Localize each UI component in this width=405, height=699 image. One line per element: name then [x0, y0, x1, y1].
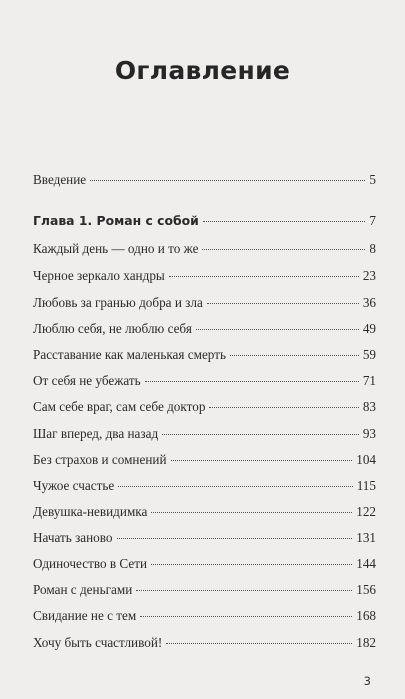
toc-intro: [33, 170, 376, 190]
toc-leader-dots: [230, 355, 359, 356]
toc-label: Каждый день — одно и то же: [33, 241, 199, 256]
toc-page-number: 23: [362, 268, 376, 283]
toc-label: Роман с деньгами: [33, 582, 133, 597]
toc-entry: [33, 397, 376, 417]
toc-entry: [33, 476, 376, 496]
toc-entry: [33, 293, 376, 313]
toc-page-number: 36: [362, 295, 376, 310]
page-title: Оглавление: [114, 56, 291, 85]
toc-label: Девушка-невидимка: [33, 504, 148, 519]
toc-page-number: 93: [362, 426, 376, 441]
toc-page-number: 115: [356, 478, 376, 493]
toc-label: Черное зеркало хандры: [33, 268, 165, 283]
toc-leader-dots: [118, 486, 352, 487]
toc-label: Начать заново: [33, 530, 113, 545]
toc-page-number: 182: [356, 635, 376, 650]
toc-label: Без страхов и сомнений: [33, 452, 167, 467]
toc-page-number: 7: [369, 213, 376, 228]
toc-label: Чужое счастье: [33, 478, 115, 493]
toc-leader-dots: [151, 512, 352, 513]
toc-page-number: 168: [356, 608, 376, 623]
toc-entry: [33, 266, 376, 286]
toc-page-number: 156: [356, 582, 376, 597]
toc-entry: [33, 319, 376, 339]
toc-leader-dots: [166, 643, 352, 644]
toc-page-number: 49: [362, 321, 376, 336]
toc-label: Свидание не с тем: [33, 608, 137, 623]
toc-entry: [33, 528, 376, 548]
toc-entry: [33, 450, 376, 470]
folio-page-number: 3: [363, 674, 371, 688]
toc-leader-dots: [203, 221, 366, 222]
toc-label: Хочу быть счастливой!: [33, 635, 163, 650]
toc-chapter-1: [33, 211, 376, 231]
toc-leader-dots: [209, 407, 358, 408]
toc-page-number: 8: [369, 241, 376, 256]
toc-leader-dots: [145, 381, 359, 382]
toc-leader-dots: [151, 564, 352, 565]
toc-page-number: 59: [362, 347, 376, 362]
toc-leader-dots: [202, 249, 365, 250]
toc-page-number: 122: [356, 504, 376, 519]
toc-leader-dots: [136, 590, 352, 591]
toc-page-number: 71: [362, 373, 376, 388]
toc-label: От себя не убежать: [33, 373, 141, 388]
toc-label: Одиночество в Сети: [33, 556, 148, 571]
toc-label: Глава 1. Роман с собой: [33, 213, 199, 228]
toc-entry: [33, 633, 376, 653]
toc-label: Шаг вперед, два назад: [33, 426, 159, 441]
toc-leader-dots: [117, 538, 353, 539]
toc-entry: [33, 502, 376, 522]
toc-leader-dots: [90, 180, 365, 181]
toc-leader-dots: [207, 303, 359, 304]
toc-page-number: 131: [356, 530, 376, 545]
toc-label: Сам себе враг, сам себе доктор: [33, 399, 206, 414]
toc-label: Люблю себя, не люблю себя: [33, 321, 192, 336]
toc-page-number: 83: [362, 399, 376, 414]
toc-label: Любовь за гранью добра и зла: [33, 295, 203, 310]
toc-page-number: 104: [356, 452, 376, 467]
toc-label: Введение: [33, 172, 87, 187]
toc-entry: [33, 239, 376, 259]
toc-leader-dots: [196, 329, 359, 330]
toc-leader-dots: [169, 276, 359, 277]
toc-page-number: 5: [369, 172, 376, 187]
toc-leader-dots: [171, 460, 353, 461]
toc-entry: [33, 345, 376, 365]
toc-entry: [33, 424, 376, 444]
toc-label: Расставание как маленькая смерть: [33, 347, 227, 362]
toc-leader-dots: [162, 434, 359, 435]
toc-entry: [33, 606, 376, 626]
toc-page-number: 144: [356, 556, 376, 571]
toc-leader-dots: [140, 616, 352, 617]
toc-entry: [33, 580, 376, 600]
toc-entry: [33, 554, 376, 574]
toc-entry: [33, 371, 376, 391]
